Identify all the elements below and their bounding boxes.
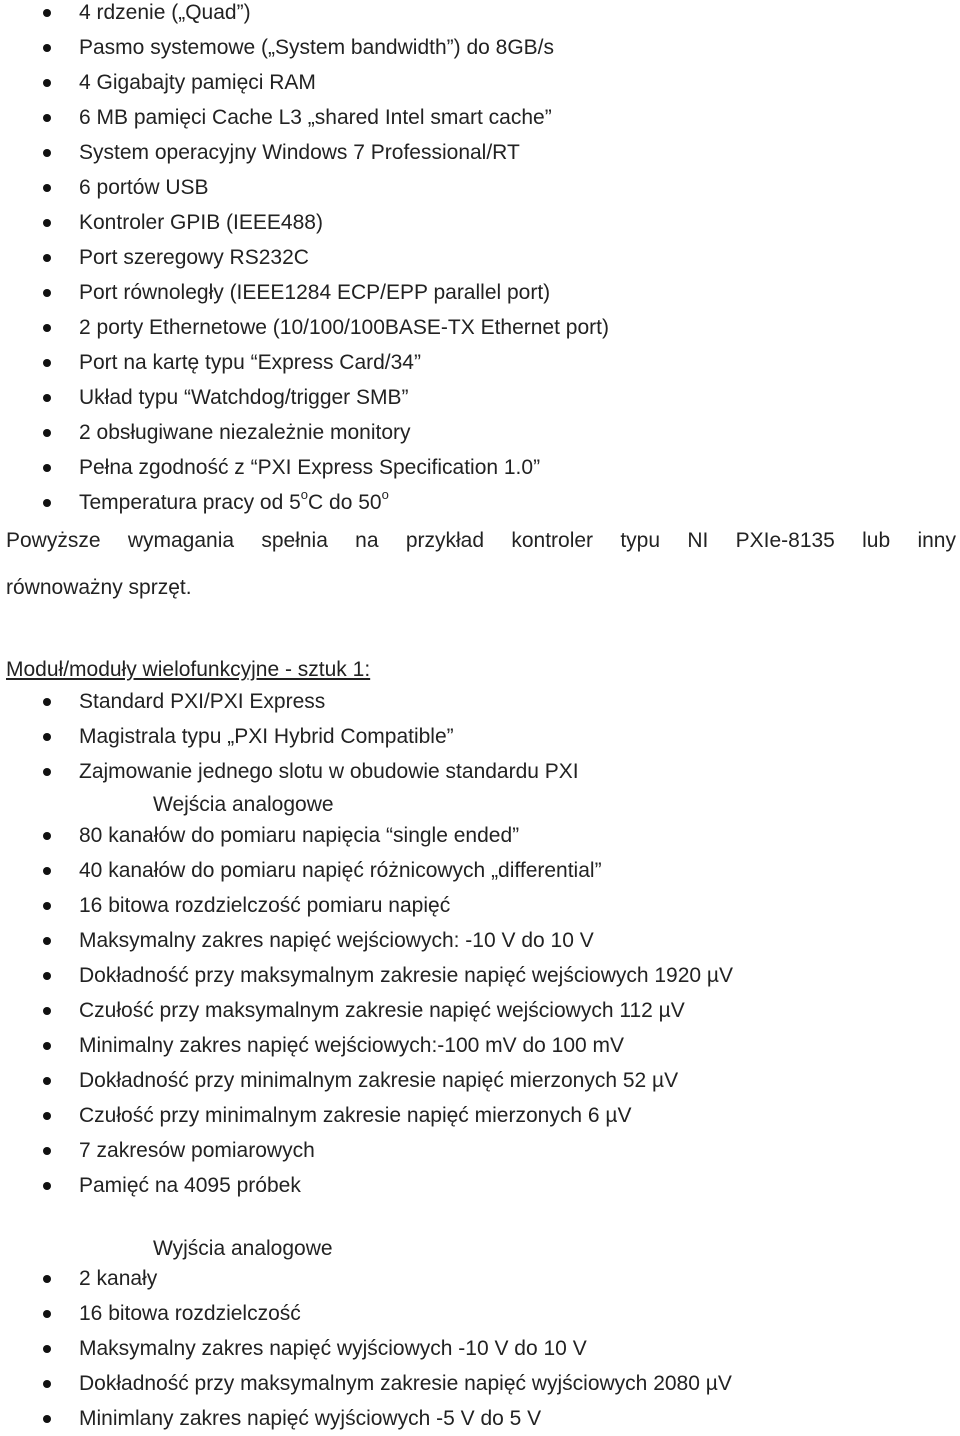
list-item: Port równoległy (IEEE1284 ECP/EPP parallel port) (0, 275, 609, 310)
list-item: Minimlany zakres napięć wyjściowych -5 V do 5 V (0, 1401, 732, 1436)
list-item: Minimalny zakres napięć wejściowych:-100 mV do 100 mV (0, 1028, 733, 1063)
analog-outputs-heading: Wyjścia analogowe (153, 1237, 333, 1260)
list-item: Dokładność przy maksymalnym zakresie napięć wejściowych 1920 µV (0, 958, 733, 993)
list-item: Pełna zgodność z “PXI Express Specification 1.0” (0, 450, 609, 485)
list-item: 6 portów USB (0, 170, 609, 205)
list-item: 7 zakresów pomiarowych (0, 1133, 733, 1168)
list-item: Zajmowanie jednego slotu w obudowie standardu PXI (0, 754, 579, 789)
list-item: Dokładność przy minimalnym zakresie napięć mierzonych 52 µV (0, 1063, 733, 1098)
paragraph-line-2: równoważny sprzęt. (6, 576, 192, 599)
list-item: 4 rdzenie („Quad”) (0, 0, 609, 30)
list-item: Czułość przy minimalnym zakresie napięć mierzonych 6 µV (0, 1098, 733, 1133)
list-item: Pasmo systemowe („System bandwidth”) do 8GB/s (0, 30, 609, 65)
list-item: Port na kartę typu “Express Card/34” (0, 345, 609, 380)
analog-inputs-list (0, 818, 733, 1203)
list-item: Magistrala typu „PXI Hybrid Compatible” (0, 719, 579, 754)
list-item: Maksymalny zakres napięć wyjściowych -10 V do 10 V (0, 1331, 732, 1366)
analog-inputs-heading: Wejścia analogowe (153, 793, 334, 816)
list-item: Pamięć na 4095 próbek (0, 1168, 733, 1203)
list-item: Maksymalny zakres napięć wejściowych: -10 V do 10 V (0, 923, 733, 958)
list-item: Kontroler GPIB (IEEE488) (0, 205, 609, 240)
list-item: System operacyjny Windows 7 Professional/RT (0, 135, 609, 170)
temperature-item (0, 485, 609, 520)
list-item: 16 bitowa rozdzielczość pomiaru napięć (0, 888, 733, 923)
list-item: 80 kanałów do pomiaru napięcia “single ended” (0, 818, 733, 853)
list-item: Port szeregowy RS232C (0, 240, 609, 275)
temperature-middle: C do 50 (308, 491, 382, 514)
list-item: Standard PXI/PXI Express (0, 684, 579, 719)
list-item: Dokładność przy maksymalnym zakresie napięć wyjściowych 2080 µV (0, 1366, 732, 1401)
degree-superscript: o (300, 487, 309, 502)
list-item: 2 obsługiwane niezależnie monitory (0, 415, 609, 450)
analog-outputs-list (0, 1261, 732, 1436)
list-item: Układ typu “Watchdog/trigger SMB” (0, 380, 609, 415)
list-item: 2 kanały (0, 1261, 732, 1296)
requirements-paragraph (6, 517, 956, 611)
module-heading: Moduł/moduły wielofunkcyjne - sztuk 1: (6, 658, 371, 681)
temperature-prefix: Temperatura pracy od 5 (79, 491, 301, 514)
list-item: 16 bitowa rozdzielczość (0, 1296, 732, 1331)
list-item: 6 MB pamięci Cache L3 „shared Intel smart cache” (0, 100, 609, 135)
list-item: Czułość przy maksymalnym zakresie napięć wejściowych 112 µV (0, 993, 733, 1028)
list-item: 4 Gigabajty pamięci RAM (0, 65, 609, 100)
degree-superscript: o (381, 487, 389, 502)
paragraph-line-1: Powyższe wymagania spełnia na przykład kontroler typu NI PXIe-8135 lub inny (6, 529, 956, 552)
controller-spec-list (0, 0, 609, 520)
list-item: 40 kanałów do pomiaru napięć różnicowych „differential” (0, 853, 733, 888)
module-general-list (0, 684, 579, 789)
list-item: 2 porty Ethernetowe (10/100/100BASE-TX Ethernet port) (0, 310, 609, 345)
